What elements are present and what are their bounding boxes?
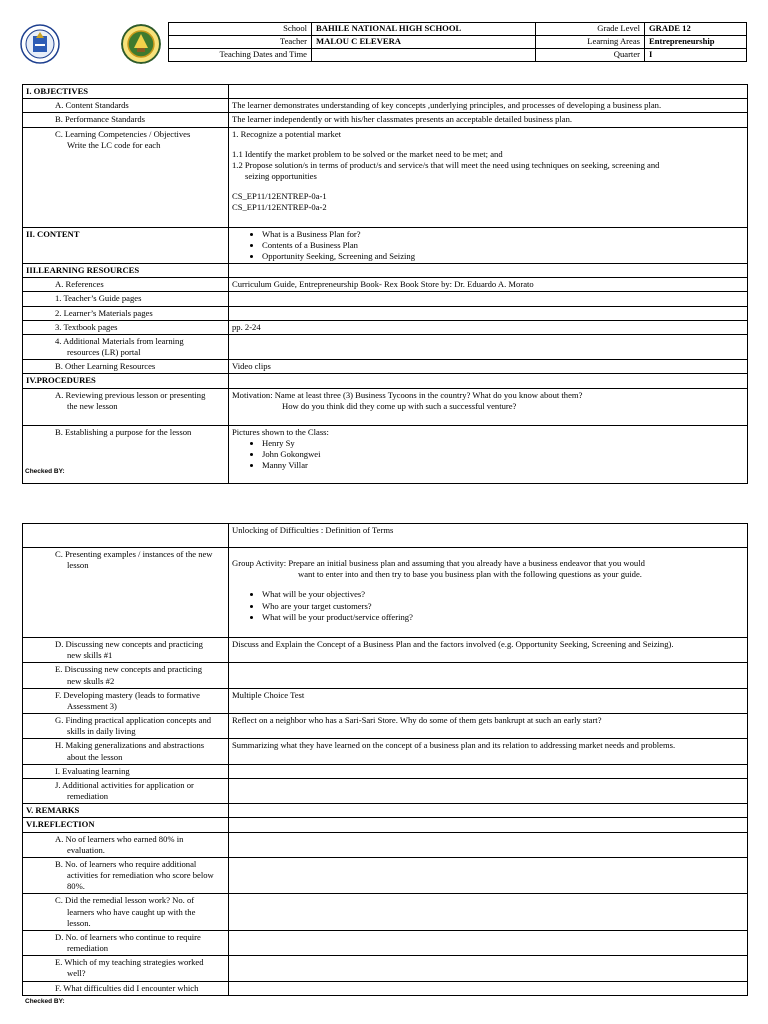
competency-1-2b: seizing opportunities — [245, 171, 317, 182]
table-row — [23, 956, 748, 981]
table-row — [23, 832, 748, 857]
other-label: B. Other Learning Resources — [23, 360, 229, 374]
table-row — [23, 360, 748, 374]
competency-1: 1. Recognize a potential market — [232, 128, 342, 139]
h-label-b: about the lesson — [67, 751, 123, 762]
competencies-label: C. Learning Competencies / Objectives — [55, 128, 191, 139]
remarks-heading: V. REMARKS — [23, 804, 229, 818]
rf: F. What difficulties did I encounter which — [23, 981, 229, 995]
table-row — [23, 688, 748, 713]
list-item: • What will be your product/service offering? — [262, 612, 744, 623]
quarter-value: I — [645, 49, 747, 62]
list-item: • John Gokongwei — [262, 449, 744, 460]
areas-value: Entrepreneurship — [645, 36, 747, 49]
table-row — [23, 930, 748, 955]
competencies-sub: Write the LC code for each — [67, 139, 161, 150]
d-label-a: D. Discussing new concepts and practicing — [55, 639, 203, 649]
school-seal-logo — [121, 24, 161, 64]
list-item: • Opportunity Seeking, Screening and Seizing — [262, 251, 744, 262]
lesson-plan-table-2 — [22, 523, 748, 996]
re-a: E. Which of my teaching strategies worked — [55, 957, 204, 968]
other-value: Video clips — [229, 360, 748, 374]
h-label-a: H. Making generalizations and abstractions — [55, 740, 205, 751]
additional-label-b: resources (LR) portal — [67, 347, 141, 358]
j-label-b: remediation — [67, 791, 109, 802]
c-list — [232, 589, 744, 623]
review-value-a: Motivation: Name at least three (3) Business Tycoons in the country? What do you know about them? — [232, 389, 583, 400]
table-row — [23, 264, 748, 278]
rb-a: B. No. of learners who require additional — [55, 858, 197, 869]
f-value: Multiple Choice Test — [229, 688, 748, 713]
rd-b: remediation — [67, 943, 109, 954]
school-value: BAHILE NATIONAL HIGH SCHOOL — [312, 23, 536, 36]
e-label-b: new skulls #2 — [67, 675, 115, 686]
table-row — [23, 425, 748, 483]
c-value-b: want to enter into and then try to base you business plan with the following questions as your guide. — [298, 569, 642, 580]
rc-b: learners who have caught up with the — [67, 906, 196, 917]
list-item: • What will be your objectives? — [262, 589, 744, 600]
table-row — [23, 388, 748, 425]
competency-1-1: 1.1 Identify the market problem to be solved or the market need to be met; and — [232, 148, 503, 159]
table-row — [23, 894, 748, 931]
g-label-a: G. Finding practical application concepts and — [55, 715, 212, 726]
table-row — [23, 374, 748, 388]
header-table — [168, 22, 747, 62]
tg-label: 1. Teacher’s Guide pages — [23, 292, 229, 306]
table-row — [23, 857, 748, 894]
grade-value: GRADE 12 — [645, 23, 747, 36]
checked-by-1: Checked BY: — [25, 468, 65, 475]
f-label-a: F. Developing mastery (leads to formative — [55, 689, 200, 700]
ra-a: A. No of learners who earned 80% in — [55, 833, 184, 844]
table-row — [23, 292, 748, 306]
rc-c: lesson. — [67, 917, 91, 928]
teacher-label: Teacher — [169, 36, 312, 49]
table-row — [23, 127, 748, 227]
additional-label-a: 4. Additional Materials from learning — [55, 335, 184, 346]
table-row — [23, 85, 748, 99]
table-row — [23, 804, 748, 818]
dates-label: Teaching Dates and Time — [169, 49, 312, 62]
procedures-heading: IV.PROCEDURES — [23, 374, 229, 388]
f-label-b: Assessment 3) — [67, 700, 117, 711]
h-value: Summarizing what they have learned on the concept of a business plan and its relation to addressing market needs and problems. — [229, 739, 748, 764]
i-label: I. Evaluating learning — [23, 764, 229, 778]
objectives-heading: I. OBJECTIVES — [23, 85, 229, 99]
performance-label: B. Performance Standards — [55, 114, 145, 125]
resources-heading: III.LEARNING RESOURCES — [23, 264, 229, 278]
table-row — [23, 638, 748, 663]
c-label-a: C. Presenting examples / instances of the new — [55, 549, 213, 559]
c-label-b: lesson — [67, 560, 89, 571]
checked-by-2: Checked BY: — [25, 998, 65, 1005]
table-row — [23, 714, 748, 739]
reflection-heading: VI.REFLECTION — [23, 818, 229, 832]
table-row — [23, 99, 748, 113]
rd-a: D. No. of learners who continue to require — [55, 931, 201, 942]
table-row — [23, 548, 748, 638]
lc-code-2: CS_EP11/12ENTREP-0a-2 — [232, 202, 327, 213]
references-label: A. References — [23, 278, 229, 292]
grade-label: Grade Level — [536, 23, 645, 36]
teacher-value: MALOU C ELEVERA — [312, 36, 536, 49]
list-item: • Contents of a Business Plan — [262, 240, 744, 251]
references-value: Curriculum Guide, Entrepreneurship Book- Rex Book Store by: Dr. Eduardo A. Morato — [229, 278, 748, 292]
g-label-b: skills in daily living — [67, 726, 136, 737]
lesson-plan-table-1 — [22, 84, 748, 484]
table-row — [23, 320, 748, 334]
table-row — [23, 663, 748, 688]
lm-label: 2. Learner’s Materials pages — [23, 306, 229, 320]
performance-value: The learner independently or with his/her classmates presents an acceptable detailed business plan. — [229, 113, 748, 127]
table-row — [23, 764, 748, 778]
list-item: • Who are your target customers? — [262, 601, 744, 612]
table-row — [23, 818, 748, 832]
c-value-a: Group Activity: Prepare an initial business plan and assuming that you already have a business endeavor that you would — [232, 558, 645, 568]
rb-b: activities for remediation who score below — [67, 870, 214, 881]
deped-seal-logo — [20, 24, 60, 64]
g-value: Reflect on a neighbor who has a Sari-Sari Store. Why do some of them gets bankrupt at such an early start? — [229, 714, 748, 739]
purpose-label: B. Establishing a purpose for the lesson — [23, 425, 229, 483]
content-list — [232, 229, 744, 263]
dates-value — [312, 49, 536, 62]
textbook-value: pp. 2-24 — [229, 320, 748, 334]
re-b: well? — [67, 968, 86, 979]
table-row — [23, 739, 748, 764]
ra-b: evaluation. — [67, 844, 105, 855]
list-item: • What is a Business Plan for? — [262, 229, 744, 240]
table-row — [23, 524, 748, 548]
j-label-a: J. Additional activities for application or — [55, 779, 194, 790]
areas-label: Learning Areas — [536, 36, 645, 49]
purpose-list — [232, 438, 744, 472]
table-row — [23, 778, 748, 803]
review-value-b: How do you think did they come up with such a successful venture? — [282, 400, 517, 411]
table-row — [23, 306, 748, 320]
table-row — [23, 981, 748, 995]
textbook-label: 3. Textbook pages — [23, 320, 229, 334]
e-label-a: E. Discussing new concepts and practicing — [55, 664, 203, 675]
school-label: School — [169, 23, 312, 36]
review-label-b: the new lesson — [67, 400, 118, 411]
content-standards-value: The learner demonstrates understanding of key concepts ,underlying principles, and processes of developing a business plan. — [229, 99, 748, 113]
table-row — [23, 113, 748, 127]
list-item: • Henry Sy — [262, 438, 744, 449]
table-row — [23, 227, 748, 264]
d-label-b: new skills #1 — [67, 650, 113, 661]
review-label-a: A. Reviewing previous lesson or presenting — [55, 389, 206, 400]
unlocking-value: Unlocking of Difficulties : Definition of Terms — [229, 524, 748, 548]
table-row — [23, 334, 748, 359]
content-heading: II. CONTENT — [23, 227, 229, 264]
quarter-label: Quarter — [536, 49, 645, 62]
d-value: Discuss and Explain the Concept of a Business Plan and the factors involved (e.g. Opportunity Seeking, Screening and Seizing). — [229, 638, 748, 663]
list-item: • Manny Villar — [262, 460, 744, 471]
content-standards-label: A. Content Standards — [55, 100, 129, 111]
competency-1-2a: 1.2 Propose solution/s in terms of product/s and service/s that will meet the need using techniques on seeking, screening and — [232, 159, 660, 170]
rc-a: C. Did the remedial lesson work? No. of — [55, 895, 195, 906]
rb-c: 80%. — [67, 881, 85, 892]
purpose-value: Pictures shown to the Class: — [232, 426, 329, 437]
table-row — [23, 278, 748, 292]
lc-code-1: CS_EP11/12ENTREP-0a-1 — [232, 191, 327, 202]
